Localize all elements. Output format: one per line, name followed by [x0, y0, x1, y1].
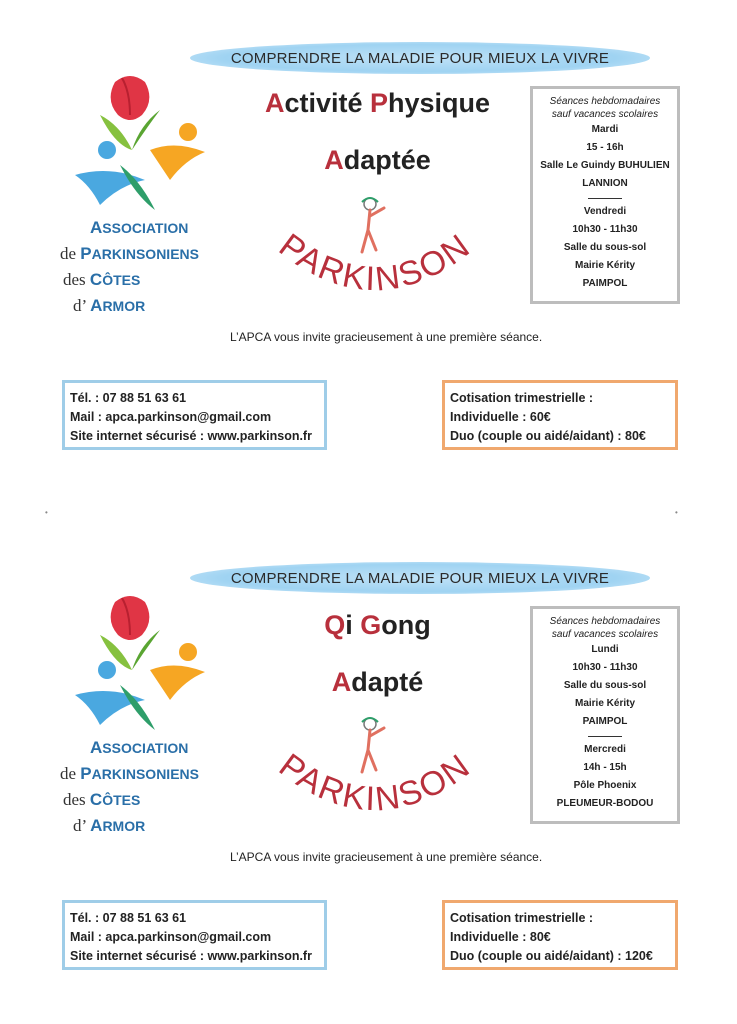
- fee-title: Cotisation trimestrielle :: [450, 911, 594, 925]
- title-initial: A: [324, 145, 344, 175]
- session-city: LANNION: [582, 178, 628, 189]
- session-time: 10h30 - 11h30: [572, 662, 638, 673]
- contact-box: [62, 380, 327, 450]
- scan-speck: •: [675, 508, 678, 517]
- logo-cap-letter: A: [90, 816, 103, 835]
- invitation-text: L’APCA vous invite gracieusement à une première séance.: [230, 850, 543, 864]
- session-place: Salle Le Guindy BUHULIEN: [540, 160, 670, 171]
- fee-duo: Duo (couple ou aidé/aidant) : 120€: [450, 949, 653, 963]
- session-place: Salle du sous-sol: [563, 680, 647, 691]
- title-word: ong: [381, 610, 431, 640]
- title-initial: A: [264, 88, 285, 118]
- logo-word: RMOR: [102, 818, 146, 834]
- title-word: i: [345, 610, 361, 640]
- parkinson-arc-text: [250, 730, 500, 840]
- arc-word: PARKINSON: [272, 746, 478, 819]
- logo-word: SSOCIATION: [102, 740, 189, 756]
- logo-word: ÔTES: [102, 272, 141, 288]
- contact-website: Site internet sécurisé : www.parkinson.fr: [70, 429, 312, 443]
- association-name: [60, 735, 240, 839]
- session-day: Vendredi: [583, 206, 627, 217]
- session-day: Mardi: [591, 124, 619, 135]
- schedule-divider: [588, 736, 622, 737]
- schedule-divider: [588, 198, 622, 199]
- activity-title-line2: [240, 667, 515, 698]
- schedule-intro: sauf vacances scolaires: [551, 109, 659, 120]
- session-time: 15 - 16h: [586, 142, 624, 153]
- logo-cap-letter: P: [80, 244, 92, 263]
- scan-speck: •: [45, 508, 48, 517]
- flyer-qi-gong: [0, 520, 737, 1000]
- association-name: [60, 215, 240, 319]
- association-logo: [60, 590, 240, 860]
- fee-individual: Individuelle : 80€: [450, 930, 551, 944]
- session-city: PAIMPOL: [582, 278, 628, 289]
- schedule-intro: Séances hebdomadaires: [549, 616, 661, 627]
- logo-cap-letter: P: [80, 764, 92, 783]
- session-city: PAIMPOL: [582, 716, 628, 727]
- session-day: Lundi: [591, 644, 619, 655]
- session-place: Mairie Kérity: [574, 260, 636, 271]
- logo-cap-letter: A: [90, 738, 103, 757]
- fee-box: [442, 900, 678, 970]
- svg-text:PARKINSON: [272, 226, 478, 298]
- title-word: ctivité: [284, 88, 370, 118]
- title-word: daptée: [343, 145, 431, 175]
- activity-title-line1: [240, 88, 515, 119]
- logo-word: ÔTES: [102, 792, 141, 808]
- session-time: 14h - 15h: [583, 762, 627, 773]
- title-word: hysique: [388, 88, 491, 118]
- title-initial: Q: [324, 610, 346, 640]
- flower-people-icon: [60, 590, 240, 740]
- logo-cap-letter: C: [89, 270, 103, 289]
- parkinson-arc-text: [250, 210, 500, 320]
- session-place: Pôle Phoenix: [573, 780, 637, 791]
- title-initial: P: [370, 88, 389, 118]
- logo-cap-letter: C: [89, 790, 103, 809]
- logo-word: RMOR: [102, 298, 146, 314]
- title-word: dapté: [351, 667, 424, 697]
- session-day: Mercredi: [584, 744, 626, 755]
- logo-word: SSOCIATION: [102, 220, 189, 236]
- contact-website: Site internet sécurisé : www.parkinson.fr: [70, 949, 312, 963]
- logo-word: des: [63, 790, 90, 809]
- fee-individual: Individuelle : 60€: [450, 410, 551, 424]
- logo-word: de: [60, 244, 81, 263]
- contact-email: Mail : apca.parkinson@gmail.com: [70, 410, 272, 424]
- flower-people-icon: [60, 70, 240, 220]
- logo-cap-letter: A: [90, 218, 103, 237]
- contact-phone: Tél. : 07 88 51 63 61: [70, 911, 187, 925]
- title-initial: G: [360, 610, 382, 640]
- contact-phone: Tél. : 07 88 51 63 61: [70, 391, 187, 405]
- logo-word: d’: [73, 816, 91, 835]
- session-place: Salle du sous-sol: [563, 242, 647, 253]
- logo-word: d’: [73, 296, 91, 315]
- headline-banner: COMPRENDRE LA MALADIE POUR MIEUX LA VIVRE: [190, 562, 650, 594]
- title-initial: A: [331, 667, 352, 697]
- headline-banner: COMPRENDRE LA MALADIE POUR MIEUX LA VIVRE: [190, 42, 650, 74]
- session-place: Mairie Kérity: [574, 698, 636, 709]
- invitation-text: L’APCA vous invite gracieusement à une première séance.: [230, 330, 543, 344]
- association-logo: [60, 70, 240, 340]
- fee-box: [442, 380, 678, 450]
- logo-word: ARKINSONIENS: [91, 766, 199, 782]
- logo-word: de: [60, 764, 81, 783]
- fee-title: Cotisation trimestrielle :: [450, 391, 594, 405]
- svg-text:PARKINSON: [272, 746, 478, 818]
- contact-email: Mail : apca.parkinson@gmail.com: [70, 930, 272, 944]
- logo-word: ARKINSONIENS: [91, 246, 199, 262]
- contact-box: [62, 900, 327, 970]
- activity-title-line2: [240, 145, 515, 176]
- logo-word: des: [63, 270, 90, 289]
- session-city: PLEUMEUR-BODOU: [556, 798, 654, 809]
- arc-word: PARKINSON: [272, 226, 478, 299]
- session-time: 10h30 - 11h30: [572, 224, 638, 235]
- schedule-intro: Séances hebdomadaires: [549, 96, 661, 107]
- flyer-activite-physique: [0, 0, 737, 480]
- schedule-box: [530, 86, 680, 304]
- fee-duo: Duo (couple ou aidé/aidant) : 80€: [450, 429, 646, 443]
- schedule-box: [530, 606, 680, 824]
- activity-title-line1: [240, 610, 515, 641]
- schedule-intro: sauf vacances scolaires: [551, 629, 659, 640]
- logo-cap-letter: A: [90, 296, 103, 315]
